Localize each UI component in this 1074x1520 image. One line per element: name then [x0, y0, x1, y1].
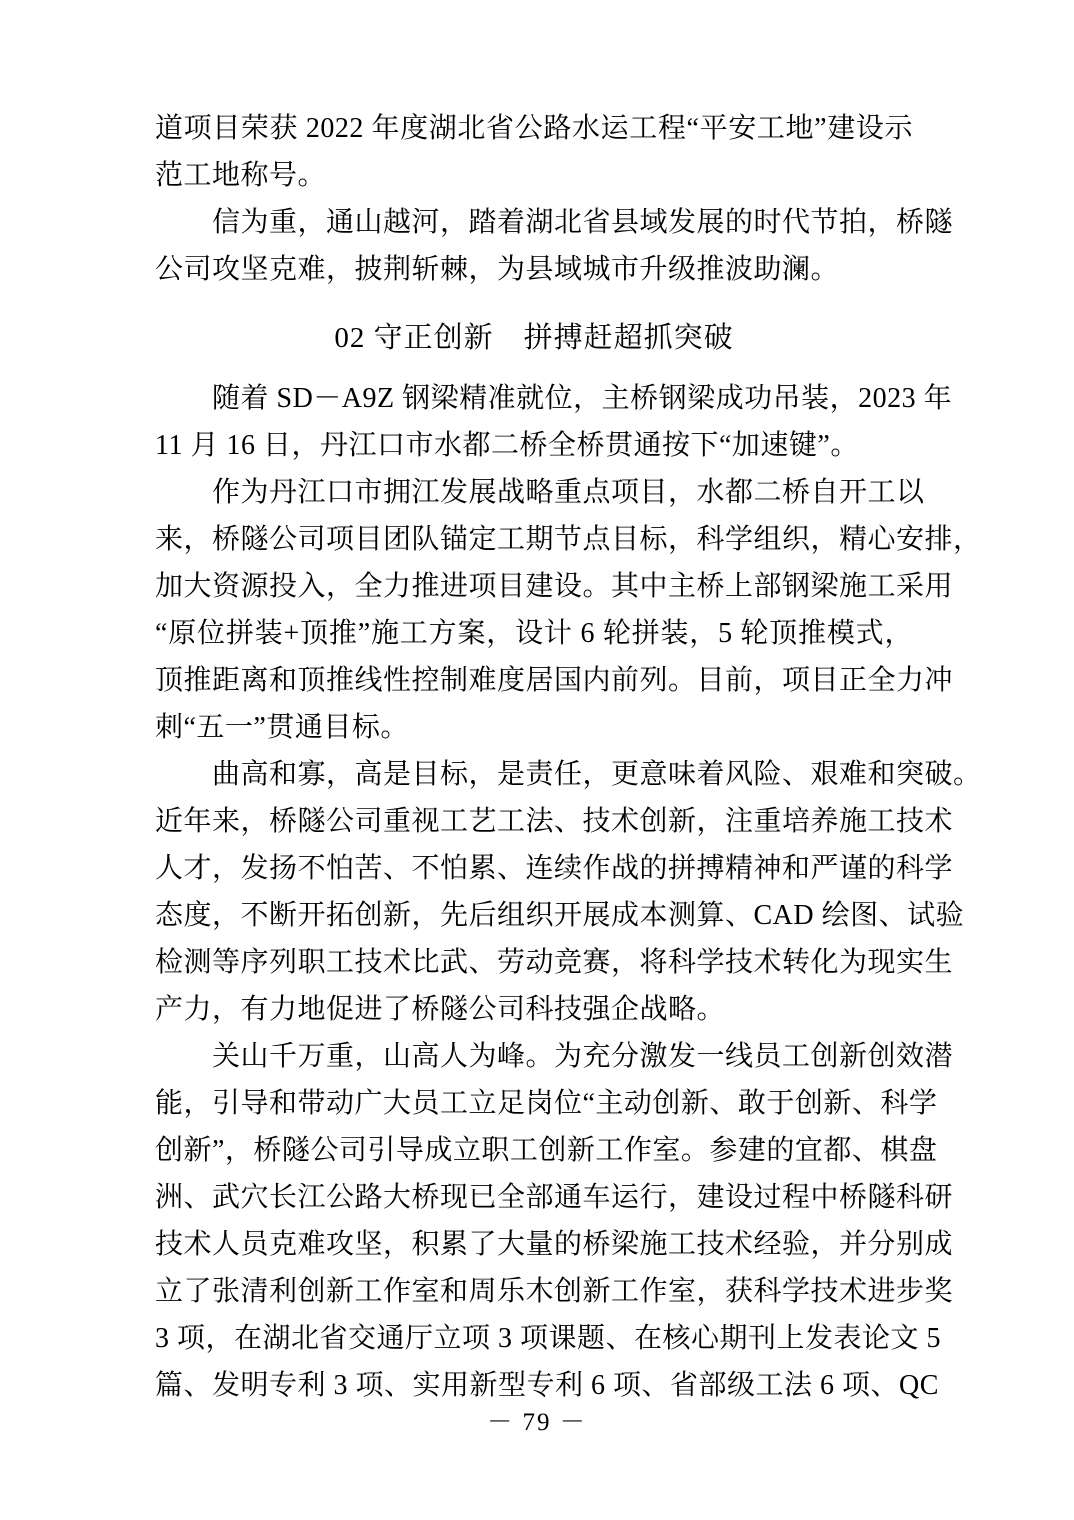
- text-line: 篇、发明专利 3 项、实用新型专利 6 项、省部级工法 6 项、QC: [155, 1370, 939, 1401]
- text-line: 态度，不断开拓创新，先后组织开展成本测算、CAD 绘图、试验: [155, 900, 965, 931]
- text-line: 人才，发扬不怕苦、不怕累、连续作战的拼搏精神和严谨的科学: [155, 853, 954, 884]
- text-line: 刺“五一”贯通目标。: [155, 712, 409, 743]
- text-line: 近年来，桥隧公司重视工艺工法、技术创新，注重培养施工技术: [155, 806, 954, 837]
- text-line: 3 项，在湖北省交通厅立项 3 项课题、在核心期刊上发表论文 5: [155, 1323, 942, 1354]
- text-line: 来，桥隧公司项目团队锚定工期节点目标，科学组织，精心安排，: [155, 524, 982, 555]
- text-line: 11 月 16 日，丹江口市水都二桥全桥贯通按下“加速键”。: [155, 430, 859, 461]
- text-line: 随着 SD－A9Z 钢梁精准就位，主桥钢梁成功吊装，2023 年: [212, 383, 953, 414]
- section-heading: 02 守正创新 拼搏赶超抓突破: [334, 322, 734, 354]
- text-line: 顶推距离和顶推线性控制难度居国内前列。目前，项目正全力冲: [155, 665, 954, 696]
- text-line: 立了张清利创新工作室和周乐木创新工作室，获科学技术进步奖: [155, 1276, 954, 1307]
- text-line: 信为重，通山越河，踏着湖北省县域发展的时代节拍，桥隧: [212, 207, 954, 238]
- text-line: 范工地称号。: [155, 160, 327, 191]
- text-line: 加大资源投入，全力推进项目建设。其中主桥上部钢梁施工采用: [155, 571, 954, 602]
- text-line: 产力，有力地促进了桥隧公司科技强企战略。: [155, 994, 726, 1025]
- page-footer: [0, 1406, 1074, 1440]
- text-line: 公司攻坚克难，披荆斩棘，为县域城市升级推波助澜。: [155, 254, 840, 285]
- text-line: 作为丹江口市拥江发展战略重点项目，水都二桥自开工以: [212, 477, 925, 508]
- text-line: “原位拼装+顶推”施工方案，设计 6 轮拼装，5 轮顶推模式，: [155, 618, 913, 649]
- text-line: 技术人员克难攻坚，积累了大量的桥梁施工技术经验，并分别成: [155, 1229, 954, 1260]
- text-line: 道项目荣获 2022 年度湖北省公路水运工程“平安工地”建设示: [155, 113, 913, 144]
- text-line: 检测等序列职工技术比武、劳动竞赛，将科学技术转化为现实生: [155, 947, 954, 978]
- text-line: 曲高和寡，高是目标，是责任，更意味着风险、艰难和突破。: [212, 759, 982, 790]
- text-line: 关山千万重，山高人为峰。为充分激发一线员工创新创效潜: [212, 1041, 954, 1072]
- text-line: 能，引导和带动广大员工立足岗位“主动创新、敢于创新、科学: [155, 1088, 938, 1119]
- document-body: [155, 105, 982, 1409]
- text-line: 创新”，桥隧公司引导成立职工创新工作室。参建的宜都、棋盘: [155, 1135, 938, 1166]
- page-number: － 79 －: [487, 1409, 587, 1436]
- text-line: 洲、武穴长江公路大桥现已全部通车运行，建设过程中桥隧科研: [155, 1182, 954, 1213]
